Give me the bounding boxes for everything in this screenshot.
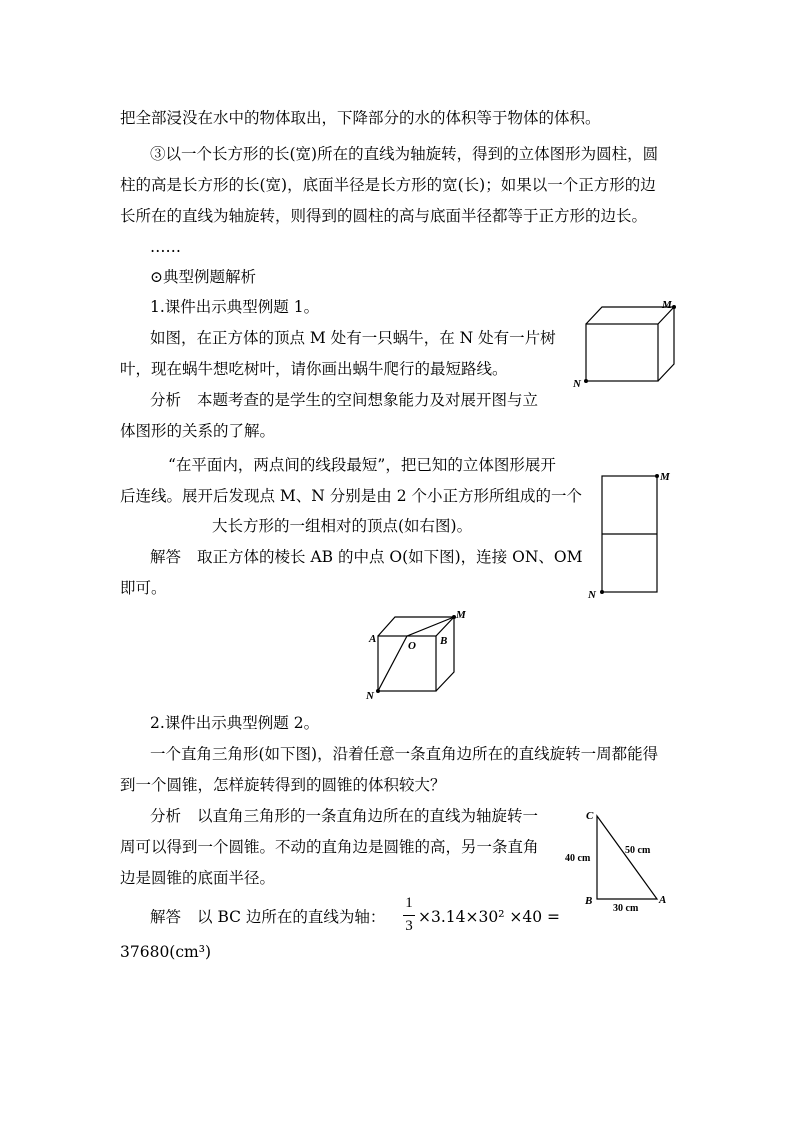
analysis-label: 分析 [150,807,182,825]
label-M: M [456,609,466,621]
text-line: 大长方形的一组相对的顶点(如右图)。 [212,517,473,535]
label-N: N [573,378,581,390]
side-BC-length: 40 cm [565,853,591,864]
path-OM [407,617,454,636]
text-line: 柱的高是长方形的长(宽)，底面半径是长方形的宽(长)；如果以一个正方形的边 [120,176,656,194]
text-line: 把全部浸没在水中的物体取出，下降部分的水的体积等于物体的体积。 [120,109,601,127]
cube-front-face [378,636,436,691]
text-line: 到一个圆锥，怎样旋转得到的圆锥的体积较大？ [120,776,446,794]
answer-line [150,907,385,927]
answer-prefix: 以 BC 边所在的直线为轴： [197,908,386,926]
side-BA-length: 30 cm [613,903,639,914]
label-N: N [588,589,596,601]
label-N: N [366,690,374,700]
label-C: C [586,810,594,822]
label-M: M [662,299,672,311]
fraction-denominator: 3 [405,918,413,934]
cube-side-face [436,617,454,691]
label-M: M [660,471,670,483]
section-title: ⊙典型例题解析 [150,268,256,286]
text-line: “在平面内，两点间的线段最短”，把已知的立体图形展开 [168,456,556,474]
ellipsis: …… [150,238,181,256]
side-CA-length: 50 cm [625,845,651,856]
text-line: 边是圆锥的底面半径。 [120,869,276,887]
label-B: B [585,895,593,907]
label-B: B [440,635,448,647]
text-line: ③以一个长方形的长(宽)所在的直线为轴旋转，得到的立体图形为圆柱，圆 [150,145,659,163]
text-line: 体图形的关系的了解。 [120,422,276,440]
analysis-label: 分析 [150,391,182,409]
analysis-text: 本题考查的是学生的空间想象能力及对展开图与立 [197,391,539,409]
answer-line [150,547,582,567]
text-line: 长所在的直线为轴旋转，则得到的圆柱的高与底面半径都等于正方形的边长。 [120,207,648,225]
cube-front-face [586,324,658,381]
answer-result: 37680(cm³) [120,943,211,961]
cube-side-face [658,307,674,381]
cube-top-face [586,307,674,324]
text-line: 周可以得到一个圆锥。不动的直角边是圆锥的高，另一条直角 [120,838,539,856]
text-line: 如图，在正方体的顶点 M 处有一只蜗牛，在 N 处有一片树 [150,329,556,347]
text-line: 即可。 [120,579,167,597]
answer-text: 取正方体的棱长 AB 的中点 O(如下图)，连接 ON、OM [197,548,583,566]
analysis-line [150,390,538,410]
example-title: 1.课件出示典型例题 1。 [150,298,320,316]
analysis-line [150,806,538,826]
example-title: 2.课件出示典型例题 2。 [150,714,320,732]
right-triangle [597,816,657,899]
answer-label: 解答 [150,908,182,926]
fraction-numerator: 1 [405,895,413,911]
analysis-text: 以直角三角形的一条直角边所在的直线为轴旋转一 [197,807,539,825]
cube-path-figure [360,604,470,700]
cube-figure [570,296,680,391]
triangle-figure [560,806,680,914]
label-A: A [369,633,377,645]
unfolded-figure [584,466,684,606]
label-O: O [408,640,416,652]
cube-top-face [378,617,454,636]
fraction-bar [403,915,415,916]
text-line: 一个直角三角形(如下图)，沿着任意一条直角边所在的直线旋转一周都能得 [150,745,659,763]
path-ON [378,636,407,691]
text-line: 叶，现在蜗牛想吃树叶，请你画出蜗牛爬行的最短路线。 [120,360,508,378]
answer-expression: ×3.14×30² ×40 = [418,908,560,926]
text-line: 后连线。展开后发现点 M、N 分别是由 2 个小正方形所组成的一个 [120,487,583,505]
answer-label: 解答 [150,548,182,566]
label-A: A [659,894,667,906]
